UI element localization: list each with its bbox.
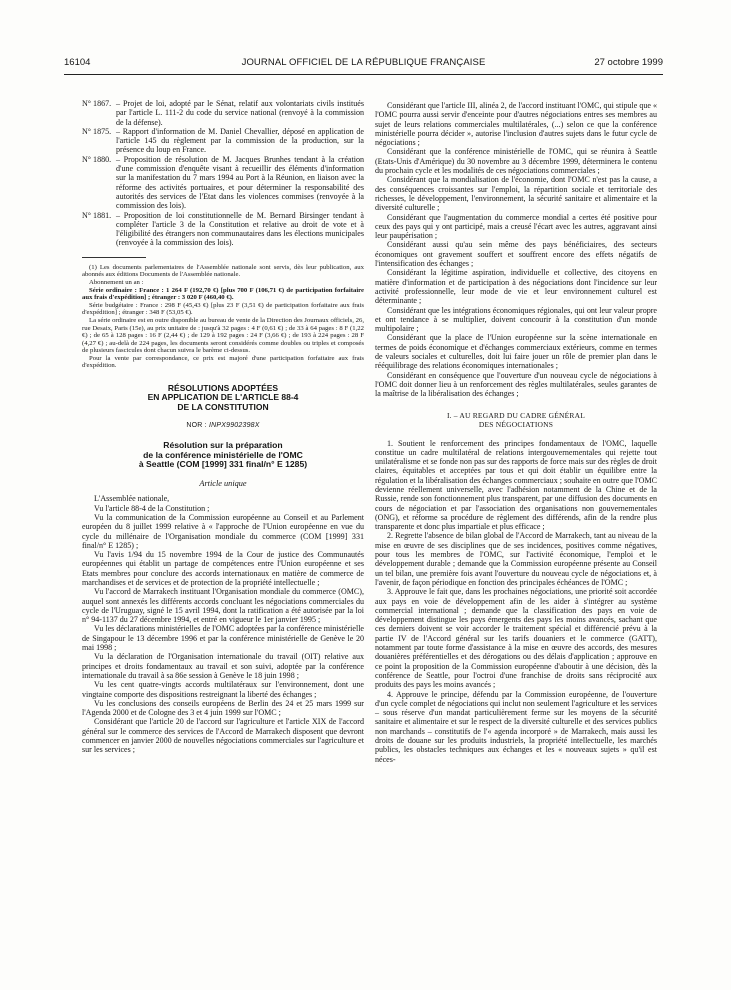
- footnote-separator: [82, 257, 146, 258]
- resolution-title: [82, 441, 364, 470]
- section-heading-line: DES NÉGOCIATIONS: [478, 419, 554, 429]
- numbered-paragraph: 1. Soutient le renforcement des principes fondamentaux de l'OMC, laquelle constitue un cadre multilatéral de relations intergouvernementales qui rejette tout unilatéralisme et se fonde non pas sur des rapports de force mais sur des règles de droit claires, équitables et acceptées par tous et qui doit établir un équilibre entre la régulation et la libéralisation des échanges commerciaux ; souhaite en outre que l'OMC devienne réellement universelle, avec l'adhésion notamment de la Chine et de la Russie, rende son fonctionnement plus transparent, par une diffusion des documents en cours de négociation et par l'association des organisations non gouvernementales (ONG), et réforme sa procédure de règlement des différends, afin de la rendre plus transparente et donc plus impartiale et plus efficace ;: [375, 438, 657, 532]
- body-paragraph: Vu l'avis 1/94 du 15 novembre 1994 de la Cour de justice des Communautés européennes qui établit un partage de compétences entre l'Union européenne et ses Etats membres pour conclure des accords internationaux en matière de commerce de marchandises et de services et de protection de la propriété intellectuelle ;: [82, 550, 364, 587]
- body-paragraph: Vu l'accord de Marrakech instituant l'Organisation mondiale du commerce (OMC), auquel sont annexés les différents accords concluant les négociations commerciales du cycle de l'Uruguay, signé le 15 avril 1994, dont la ratification a été autorisée par la loi n° 94-1137 du 27 décembre 1994, et entré en vigueur le 1er janvier 1995 ;: [82, 587, 364, 625]
- footnote-paragraph: Pour la vente par correspondance, ce prix est majoré d'une participation forfaitaire aux frais d'expédition.: [82, 354, 364, 370]
- resolution-title-line: de la conférence ministérielle de l'OMC: [143, 449, 303, 460]
- body-paragraph: Vu la communication de la Commission européenne au Conseil et au Parlement européen du 8 juillet 1999 relative à « l'approche de l'Union européenne en vue du cycle du millénaire de l'Organisation mondiale du commerce (COM [1999] 331 final/n° E 1285) ;: [82, 512, 364, 550]
- item-text: – Projet de loi, adopté par le Sénat, relatif aux volontariats civils institués par l'article L. 111-2 du code du service national (renvoyé à la commission de la défense).: [116, 99, 364, 127]
- resolutions-heading-line: DE LA CONSTITUTION: [177, 401, 269, 412]
- document-item: [82, 99, 364, 127]
- body-paragraph: L'Assemblée nationale,: [94, 494, 170, 504]
- section-heading: [375, 411, 657, 429]
- body-paragraph: Considérant que les intégrations économiques régionales, qui ont leur valeur propre et ont tendance à se multiplier, doivent concourir à la constitution d'un monde multipolaire ;: [375, 305, 657, 334]
- item-number: N° 1875.: [82, 126, 112, 136]
- body-paragraph: Vu les conclusions des conseils européens de Berlin des 24 et 25 mars 1999 sur l'Agenda 2000 et de Cologne des 3 et 4 juin 1999 sur l'OMC ;: [82, 698, 364, 718]
- document-item: [82, 155, 364, 211]
- body-paragraph: Vu les déclarations ministérielles de l'OMC adoptées par la conférence ministérielle de Singapour le 13 décembre 1996 et par la conférence ministérielle de Genève le 20 mai 1998 ;: [82, 624, 364, 653]
- resolutions-heading-line: RÉSOLUTIONS ADOPTÉES: [167, 383, 279, 394]
- issue-date: 27 octobre 1999: [594, 57, 663, 68]
- footnote-paragraph: (1) Les documents parlementaires de l'Assemblée nationale sont servis, dès leur publication, aux abonnés aux éditions Documents de l'Assemblée nationale.: [82, 263, 364, 279]
- item-number: N° 1881.: [82, 210, 112, 220]
- footnote-block: [82, 264, 364, 370]
- resolutions-heading-line: EN APPLICATION DE L'ARTICLE 88-4: [147, 392, 299, 403]
- body-paragraph: Considérant en conséquence que l'ouverture d'un nouveau cycle de négociations à l'OMC doit donner lieu à un renforcement des règles multilatérales, seules garantes de la maîtrise de la libéralisation des échanges ;: [375, 370, 657, 399]
- body-paragraph: Vu les cent quatre-vingts accords multilatéraux sur l'environnement, dont une vingtaine comporte des dispositions restreignant la liberté des échanges ;: [82, 680, 364, 699]
- numbered-paragraph: 4. Approuve le principe, défendu par la Commission européenne, de l'ouverture d'un cycle complet de négociations qui inclut non seulement l'agriculture et les services – sous réserve d'un mandat particulièrement ferme sur les moyens de la sécurité sanitaire et alimentaire et sur le respect de la diversité culturelle et des services publics non marchands – constitutifs de l'« agenda incorporé » de Marrakech, mais aussi les droits de douane sur les produits industriels, la propriété intellectuelle, les marchés publics, les obstacles techniques aux échanges et les « nouveaux sujets » qu'il est néces-: [375, 689, 657, 764]
- body-paragraph: Considérant que l'article 20 de l'accord sur l'agriculture et l'article XIX de l'accord général sur le commerce des services de l'Accord de Marrakech disposent que devront commencer en janvier 2000 de nouvelles négociations commerciales sur l'agriculture et sur les services ;: [82, 717, 364, 755]
- body-paragraph: Vu l'article 88-4 de la Constitution ;: [94, 503, 210, 513]
- document-item: [82, 127, 364, 155]
- footnote-paragraph: Série ordinaire : France : 1 264 F (192,70 €) [plus 700 F (106,71 €) de participation forfaitaire aux frais d'expédition] ; étranger : 3 020 F (460,40 €).: [82, 286, 364, 302]
- item-number: N° 1867.: [82, 99, 112, 108]
- item-number: N° 1880.: [82, 154, 112, 164]
- left-column: [82, 99, 364, 755]
- body-paragraph: Considérant que l'augmentation du commerce mondial a certes été positive pour ceux des pays qui y ont participé, mais a creusé l'écart avec les autres, aggravant ainsi leur paupérisation ;: [375, 212, 657, 241]
- journal-title: JOURNAL OFFICIEL DE LA RÉPUBLIQUE FRANÇAISE: [241, 57, 486, 68]
- footnote-paragraph: Abonnement un an :: [89, 278, 144, 286]
- body-paragraph: Considérant que la conférence ministérielle de l'OMC, qui se réunira à Seattle (Etats-Unis d'Amérique) du 30 novembre au 3 décembre 1999, déterminera le contenu du prochain cycle et les modalités de ces négociations commerciales ;: [375, 147, 657, 176]
- document-item: [82, 211, 364, 248]
- body-paragraph: Considérant aussi qu'au sein même des pays bénéficiaires, des secteurs économiques ont gravement souffert et souffrent encore des effets négatifs de l'intensification des échanges ;: [375, 240, 657, 269]
- body-paragraph: Considérant que la mondialisation de l'économie, dont l'OMC n'est pas la cause, a des conséquences croissantes sur l'emploi, la répartition sociale et territoriale des richesses, le développement, l'environnement, la sécurité sanitaire et alimentaire et la diversité culturelle ;: [375, 175, 657, 213]
- body-paragraph: Vu la déclaration de l'Organisation internationale du travail (OIT) relative aux principes et droits fondamentaux au travail et son suivi, adoptée par la conférence internationale du travail à sa 86e session à Genève le 18 juin 1998 ;: [82, 652, 364, 680]
- nor-code: INPX9902398X: [208, 421, 260, 429]
- resolution-title-line: à Seattle (COM [1999] 331 final/n° E 1285): [138, 459, 308, 470]
- header-rule: [64, 74, 663, 75]
- numbered-paragraph: 2. Regrette l'absence de bilan global de l'Accord de Marrakech, tant au niveau de la mise en œuvre de ses disciplines que de ses incidences, positives comme négatives, pour tous les membres de l'OMC, sur l'activité économique, l'emploi et le développement durable ; demande que la Commission européenne présente au Conseil un tel bilan, une première fois avant l'ouverture du nouveau cycle de négociations et, à l'avenir, de façon périodique en fonction des principales échéances de l'OMC ;: [375, 531, 657, 587]
- item-text: – Rapport d'information de M. Daniel Chevallier, déposé en application de l'article 145 du règlement par la commission de la production, sur la présence du loup en France.: [116, 126, 364, 155]
- body-paragraph: Considérant la légitime aspiration, individuelle et collective, des citoyens en matière d'information et de participation à des négociations dont l'incidence sur leur activité professionnelle, leur mode de vie et leur environnement culturel est déterminante ;: [375, 268, 657, 306]
- page-header: [64, 57, 663, 71]
- item-text: – Proposition de loi constitutionnelle de M. Bernard Birsinger tendant à compléter l'article 3 de la Constitution et relative au droit de vote et à l'éligibilité des étrangers non communautaires dans les élections municipales (renvoyée à la commission des lois).: [116, 210, 364, 248]
- body-paragraph: Considérant que l'article III, alinéa 2, de l'accord instituant l'OMC, qui stipule que « l'OMC pourra aussi servir d'enceinte pour d'autres négociations entres ses membres au sujet de leurs relations commerciales multilatérales, (...) selon ce que la conférence ministérielle pourra décider », autorise l'inclusion d'autres sujets dans le futur cycle de négociations ;: [375, 101, 657, 148]
- right-column: [375, 101, 657, 764]
- numbered-paragraph: 3. Approuve le fait que, dans les prochaines négociations, une priorité soit accordée aux pays en voie de développement afin de les aider à s'intégrer au système commercial international ; demande que la classification des pays en voie de développement distingue les pays émergents des pays les moins avancés, sachant que ces derniers doivent se voir accorder le traitement spécial et différencié prévu à la partie IV de l'Accord général sur les tarifs douaniers et le commerce (GATT), notamment par toute forme d'assistance à la mise en œuvre des accords, des mesures douanières préférentielles et des dérogations ou des délais d'application ; approuve en ce point la proposition de la Commission européenne d'aboutir à une décision, dès la conférence de Seattle, pour l'octroi d'une franchise de droits sans réciprocité aux produits des pays les moins avancés ;: [375, 587, 657, 690]
- page-number: 16104: [64, 57, 91, 68]
- resolutions-heading: [82, 384, 364, 412]
- footnote-paragraph: La série ordinaire est en outre disponible au bureau de vente de la Direction des Journaux officiels, 26, rue Desaix, Paris (15e), au prix unitaire de : jusqu'à 32 pages : 4 F (0,61 €) ; de 33 à 64 pages : 8 F (1,22 €) ; de 65 à 128 pages : 16 F (2,44 €) ; de 129 à 192 pages : 24 F (3,66 €) ; de 193 à 224 pages : 28 F (4,27 €) ; au-delà de 224 pages, les documents seront considérés comme doubles ou triples et composés de plusieurs fascicules dont chacun suivra le barème ci-dessus.: [82, 316, 364, 355]
- section-heading-line: I. – AU REGARD DU CADRE GÉNÉRAL: [446, 410, 586, 420]
- nor-reference: [82, 421, 364, 430]
- footnote-paragraph: Série budgétaire : France : 298 F (45,43 €) [plus 23 F (3,51 €) de participation forfaitaire aux frais d'expédition] ; étranger : 348 F (53,05 €).: [82, 301, 364, 317]
- article-label: Article unique: [199, 479, 247, 489]
- resolution-title-line: Résolution sur la préparation: [163, 440, 283, 451]
- item-text: – Proposition de résolution de M. Jacques Brunhes tendant à la création d'une commission d'enquête visant à recueillir des éléments d'information sur la manifestation du 7 mars 1994 au Port à la Réunion, en liaison avec la réforme des activités portuaires, et pour déterminer la responsabilité des autorités des services de l'Etat dans les violences commises (renvoyée à la commission des lois).: [116, 154, 364, 211]
- body-paragraph: Considérant que la place de l'Union européenne sur la scène internationale en termes de poids économique et d'échanges commerciaux extérieurs, comme en termes de valeurs sociales et culturelles, doit lui faire jouer un rôle de premier plan dans le rééquilibrage des relations économiques internationales ;: [375, 333, 657, 371]
- nor-label: NOR :: [186, 421, 207, 429]
